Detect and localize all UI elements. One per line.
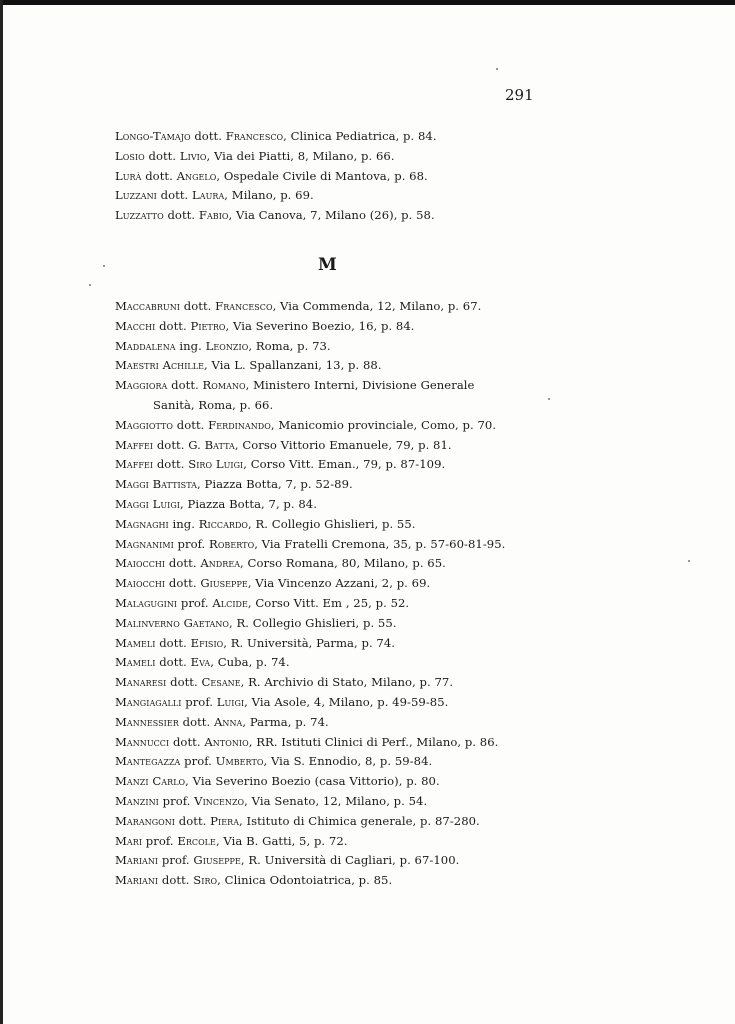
index-entry: Longo-Tamajo dott. Francesco, Clinica Pediatrica, p. 84. bbox=[115, 129, 437, 143]
entry-given-name: Giuseppe bbox=[200, 576, 248, 591]
entry-given-name: Angelo bbox=[176, 168, 217, 183]
entry-given-name: Ercole bbox=[177, 833, 216, 848]
entry-surname: Manzi bbox=[115, 774, 149, 789]
entry-title: dott. bbox=[172, 734, 201, 749]
entry-surname: Mantegazza bbox=[115, 754, 181, 769]
scan-speck bbox=[496, 68, 498, 70]
entry-surname: Malagugini bbox=[115, 595, 178, 610]
index-entry: Mameli dott. Eva, Cuba, p. 74. bbox=[115, 655, 290, 670]
entry-given-name: Riccardo bbox=[198, 516, 249, 531]
index-entry: Maiocchi dott. Andrea, Corso Romana, 80, Milano, p. 65. bbox=[115, 556, 446, 571]
entry-given-name: Livio bbox=[179, 148, 207, 163]
entry-title: ing. bbox=[179, 338, 202, 353]
entry-surname: Maestri bbox=[115, 358, 159, 373]
index-entry: Maccabruni dott. Francesco, Via Commenda, 12, Milano, p. 67. bbox=[115, 299, 482, 313]
index-entry: Macchi dott. Pietro, Via Severino Boezio, 16, p. 84. bbox=[115, 318, 415, 333]
index-entry: Malinverno Gaetano, R. Collegio Ghislieri, p. 55. bbox=[115, 615, 397, 630]
entry-continuation-text: Sanità, Roma, p. 66. bbox=[153, 397, 274, 412]
entry-title: dott. bbox=[156, 437, 185, 452]
entry-title: dott. bbox=[159, 655, 187, 670]
entry-details: Clinica Odontoiatrica, p. 85. bbox=[224, 873, 393, 888]
index-entry: Mannucci dott. Antonio, RR. Istituti Clinici di Perf., Milano, p. 86. bbox=[115, 734, 499, 749]
entry-details: Parma, p. 74. bbox=[249, 714, 329, 729]
scan-top-edge bbox=[0, 0, 735, 5]
entry-given-name: Giuseppe bbox=[193, 853, 241, 868]
entry-surname: Maggiotto bbox=[115, 417, 173, 432]
entry-given-name: Anna bbox=[214, 714, 243, 729]
entry-title: prof. bbox=[162, 793, 191, 808]
entry-given-name: Umberto bbox=[215, 754, 264, 769]
index-entry: Manzini prof. Vincenzo, Via Senato, 12, Milano, p. 54. bbox=[115, 793, 428, 808]
entry-given-name: Battista bbox=[152, 477, 197, 492]
entry-surname: Lurà bbox=[115, 168, 142, 183]
entry-given-name: Luigi bbox=[152, 496, 180, 511]
index-group-l bbox=[115, 127, 555, 226]
entry-given-name: Ferdinando bbox=[208, 417, 271, 432]
entry-title: dott. bbox=[156, 457, 185, 472]
index-entry: Luzzani dott. Laura, Milano, p. 69. bbox=[115, 188, 314, 203]
index-entry: Mari prof. Ercole, Via B. Gatti, 5, p. 72. bbox=[115, 833, 348, 848]
entry-details: Corso Vitt. Em , 25, p. 52. bbox=[255, 595, 410, 610]
index-entry: Mameli dott. Efisio, R. Università, Parma, p. 74. bbox=[115, 635, 396, 650]
entry-given-name: Pietro bbox=[190, 318, 226, 333]
index-entry: Mariani prof. Giuseppe, R. Università di Cagliari, p. 67-100. bbox=[115, 853, 460, 868]
entry-details: Ospedale Civile di Mantova, p. 68. bbox=[223, 168, 428, 183]
index-entry: Malagugini prof. Alcide, Corso Vitt. Em , 25, p. 52. bbox=[115, 595, 410, 610]
entry-title: dott. bbox=[168, 576, 197, 591]
entry-given-name: Gaetano bbox=[183, 615, 230, 630]
index-entry: Mannessier dott. Anna, Parma, p. 74. bbox=[115, 714, 329, 729]
entry-surname: Mameli bbox=[115, 635, 156, 650]
index-entry: Manaresi dott. Cesane, R. Archivio di Stato, Milano, p. 77. bbox=[115, 675, 454, 690]
entry-surname: Malinverno bbox=[115, 615, 180, 630]
entry-given-name: Leonzio bbox=[205, 338, 249, 353]
index-entry-continuation bbox=[115, 396, 555, 416]
entry-surname: Mannessier bbox=[115, 714, 179, 729]
entry-details: Clinica Pediatrica, p. 84. bbox=[290, 129, 437, 143]
page-number: 291 bbox=[505, 86, 534, 104]
entry-details: Manicomio provinciale, Como, p. 70. bbox=[278, 417, 497, 432]
entry-given-name: Piera bbox=[210, 813, 240, 828]
index-entry: Maggiora dott. Romano, Ministero Interni, Divisione Generale bbox=[115, 378, 475, 393]
entry-title: dott. bbox=[194, 129, 222, 143]
index-entry: Magnanimi prof. Roberto, Via Fratelli Cremona, 35, p. 57-60-81-95. bbox=[115, 536, 506, 551]
index-entry: Maddalena ing. Leonzio, Roma, p. 73. bbox=[115, 338, 331, 353]
entry-given-name: Antonio bbox=[204, 734, 249, 749]
index-entry: Maiocchi dott. Giuseppe, Via Vincenzo Azzani, 2, p. 69. bbox=[115, 576, 431, 591]
entry-details: Cuba, p. 74. bbox=[217, 655, 290, 670]
entry-title: dott. bbox=[170, 675, 198, 690]
entry-title: prof. bbox=[145, 833, 174, 848]
entry-surname: Longo-Tamajo bbox=[115, 129, 191, 143]
entry-surname: Maggi bbox=[115, 496, 149, 511]
entry-title: prof. bbox=[185, 694, 213, 709]
entry-details: Via Commenda, 12, Milano, p. 67. bbox=[280, 299, 482, 313]
entry-details: Corso Vittorio Emanuele, 79, p. 81. bbox=[242, 437, 452, 452]
entry-given-name: Romano bbox=[202, 378, 246, 393]
entry-surname: Luzzani bbox=[115, 188, 157, 203]
entry-surname: Maiocchi bbox=[115, 576, 166, 591]
entry-surname: Mangiagalli bbox=[115, 694, 182, 709]
section-letter: M bbox=[318, 255, 337, 275]
entry-title: dott. bbox=[178, 813, 207, 828]
entry-surname: Mameli bbox=[115, 655, 156, 670]
entry-given-name: Vincenzo bbox=[194, 793, 245, 808]
entry-surname: Luzzatto bbox=[115, 208, 164, 223]
entry-details: Via Canova, 7, Milano (26), p. 58. bbox=[236, 208, 435, 223]
index-entry: Maggiotto dott. Ferdinando, Manicomio provinciale, Como, p. 70. bbox=[115, 417, 497, 432]
entry-details: R. Università, Parma, p. 74. bbox=[230, 635, 396, 650]
entry-title: dott. bbox=[159, 635, 187, 650]
entry-details: Via Fratelli Cremona, 35, p. 57-60-81-95. bbox=[261, 536, 506, 551]
entry-title: dott. bbox=[167, 208, 196, 223]
entry-title: ing. bbox=[172, 516, 195, 531]
entry-details: Via Asole, 4, Milano, p. 49-59-85. bbox=[251, 694, 449, 709]
entry-title: prof. bbox=[177, 536, 206, 551]
index-entry: Maffei dott. Siro Luigi, Corso Vitt. Eman., 79, p. 87-109. bbox=[115, 457, 446, 472]
entry-title: dott. bbox=[176, 417, 205, 432]
entry-given-name: Alcide bbox=[212, 595, 248, 610]
index-entry: Marangoni dott. Piera, Istituto di Chimica generale, p. 87-280. bbox=[115, 813, 480, 828]
entry-given-name: Luigi bbox=[216, 694, 245, 709]
index-entry: Luzzatto dott. Fabio, Via Canova, 7, Milano (26), p. 58. bbox=[115, 208, 435, 223]
index-entry: Maggi Battista, Piazza Botta, 7, p. 52-89. bbox=[115, 477, 353, 492]
entry-details: Piazza Botta, 7, p. 84. bbox=[187, 496, 317, 511]
entry-surname: Manzini bbox=[115, 793, 159, 808]
entry-surname: Maffei bbox=[115, 457, 154, 472]
entry-surname: Mari bbox=[115, 833, 143, 848]
entry-details: Via Vincenzo Azzani, 2, p. 69. bbox=[255, 576, 431, 591]
entry-details: Via dei Piatti, 8, Milano, p. 66. bbox=[213, 148, 395, 163]
entry-details: Ministero Interni, Divisione Generale bbox=[253, 378, 475, 393]
entry-surname: Maggiora bbox=[115, 378, 168, 393]
index-group-m bbox=[115, 297, 555, 891]
entry-title: dott. bbox=[160, 188, 189, 203]
entry-given-name: Achille bbox=[162, 358, 205, 373]
entry-details: Corso Vitt. Eman., 79, p. 87-109. bbox=[250, 457, 446, 472]
entry-given-name: Francesco bbox=[215, 299, 273, 313]
entry-surname: Maddalena bbox=[115, 338, 176, 353]
entry-surname: Magnanimi bbox=[115, 536, 174, 551]
entry-surname: Maffei bbox=[115, 437, 154, 452]
scan-left-edge bbox=[0, 0, 3, 1024]
scan-speck bbox=[103, 265, 105, 267]
entry-details: RR. Istituti Clinici di Perf., Milano, p. 86. bbox=[256, 734, 499, 749]
entry-surname: Losio bbox=[115, 148, 145, 163]
entry-given-name: Eva bbox=[190, 655, 211, 670]
entry-surname: Mariani bbox=[115, 853, 159, 868]
entry-given-name: Siro Luigi bbox=[188, 457, 244, 472]
entry-title: dott. bbox=[145, 168, 173, 183]
entry-title: dott. bbox=[161, 873, 190, 888]
index-entry: Lurà dott. Angelo, Ospedale Civile di Mantova, p. 68. bbox=[115, 168, 428, 183]
entry-surname: Maccabruni bbox=[115, 299, 180, 313]
entry-details: Roma, p. 73. bbox=[255, 338, 331, 353]
index-entry: Maggi Luigi, Piazza Botta, 7, p. 84. bbox=[115, 496, 317, 511]
entry-given-name: Roberto bbox=[209, 536, 255, 551]
entry-given-name: Siro bbox=[193, 873, 218, 888]
index-entry: Mantegazza prof. Umberto, Via S. Ennodio, 8, p. 59-84. bbox=[115, 754, 433, 769]
index-entry: Magnaghi ing. Riccardo, R. Collegio Ghislieri, p. 55. bbox=[115, 516, 416, 531]
index-entry: Manzi Carlo, Via Severino Boezio (casa Vittorio), p. 80. bbox=[115, 774, 440, 789]
index-entry: Losio dott. Livio, Via dei Piatti, 8, Milano, p. 66. bbox=[115, 148, 395, 163]
entry-title: prof. bbox=[184, 754, 212, 769]
entry-title: dott. bbox=[159, 318, 187, 333]
entry-given-name: Fabio bbox=[198, 208, 229, 223]
entry-title: dott. bbox=[183, 299, 212, 313]
entry-details: R. Archivio di Stato, Milano, p. 77. bbox=[248, 675, 454, 690]
entry-details: Via Senato, 12, Milano, p. 54. bbox=[251, 793, 428, 808]
entry-surname: Marangoni bbox=[115, 813, 176, 828]
entry-surname: Mannucci bbox=[115, 734, 170, 749]
entry-title: dott. bbox=[182, 714, 211, 729]
entry-details: Via Severino Boezio, 16, p. 84. bbox=[233, 318, 415, 333]
entry-details: Via Severino Boezio (casa Vittorio), p. 80. bbox=[192, 774, 440, 789]
index-entry: Maestri Achille, Via L. Spallanzani, 13, p. 88. bbox=[115, 358, 382, 373]
entry-surname: Mariani bbox=[115, 873, 159, 888]
entry-title: prof. bbox=[161, 853, 190, 868]
index-entry: Maffei dott. G. Batta, Corso Vittorio Emanuele, 79, p. 81. bbox=[115, 437, 452, 452]
entry-given-name: Efisio bbox=[190, 635, 224, 650]
entry-details: Via L. Spallanzani, 13, p. 88. bbox=[211, 358, 382, 373]
entry-details: Via S. Ennodio, 8, p. 59-84. bbox=[270, 754, 433, 769]
entry-details: Via B. Gatti, 5, p. 72. bbox=[223, 833, 348, 848]
entry-title: dott. bbox=[171, 378, 199, 393]
entry-details: Piazza Botta, 7, p. 52-89. bbox=[204, 477, 353, 492]
entry-surname: Maggi bbox=[115, 477, 149, 492]
entry-given-name: Cesane bbox=[201, 675, 241, 690]
scan-speck bbox=[89, 284, 91, 286]
entry-details: Corso Romana, 80, Milano, p. 65. bbox=[247, 556, 446, 571]
entry-given-name: Laura bbox=[192, 188, 225, 203]
scan-speck bbox=[688, 560, 690, 562]
entry-details: Milano, p. 69. bbox=[231, 188, 314, 203]
index-entry: Mangiagalli prof. Luigi, Via Asole, 4, Milano, p. 49-59-85. bbox=[115, 694, 449, 709]
entry-surname: Maiocchi bbox=[115, 556, 166, 571]
entry-details: Istituto di Chimica generale, p. 87-280. bbox=[246, 813, 480, 828]
entry-given-name: G. Batta bbox=[188, 437, 235, 452]
entry-surname: Macchi bbox=[115, 318, 156, 333]
entry-title: dott. bbox=[148, 148, 177, 163]
entry-details: R. Università di Cagliari, p. 67-100. bbox=[248, 853, 460, 868]
entry-surname: Manaresi bbox=[115, 675, 167, 690]
entry-given-name: Andrea bbox=[200, 556, 241, 571]
entry-details: R. Collegio Ghislieri, p. 55. bbox=[236, 615, 397, 630]
entry-title: dott. bbox=[168, 556, 197, 571]
index-entry: Mariani dott. Siro, Clinica Odontoiatrica, p. 85. bbox=[115, 873, 393, 888]
entry-surname: Magnaghi bbox=[115, 516, 169, 531]
entry-given-name: Francesco bbox=[225, 129, 284, 143]
entry-given-name: Carlo bbox=[152, 774, 186, 789]
scan-speck bbox=[548, 398, 550, 400]
entry-title: prof. bbox=[180, 595, 209, 610]
entry-details: R. Collegio Ghislieri, p. 55. bbox=[255, 516, 416, 531]
